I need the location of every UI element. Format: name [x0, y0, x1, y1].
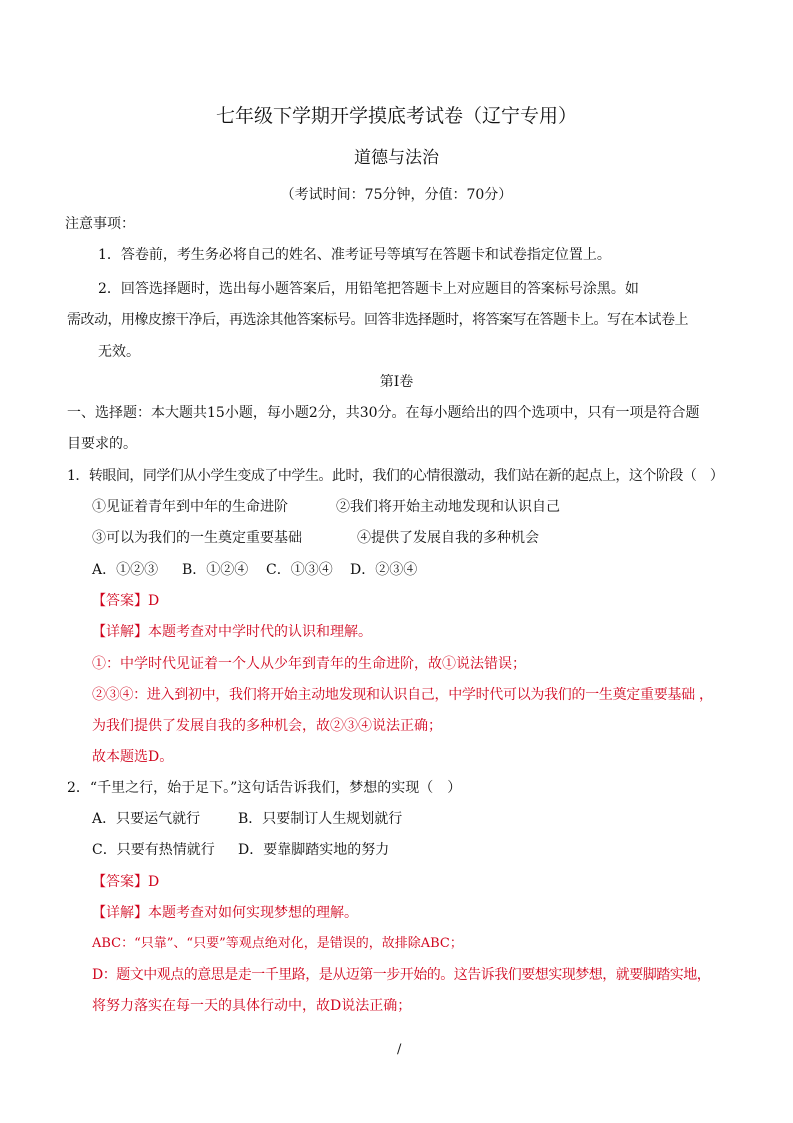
- section-instruction-line-1: 一、选择题：本大题共15小题，每小题2分，共30分。在每小题给出的四个选项中，只有一项是符合题: [67, 405, 700, 421]
- note-item-2-line-1: 2．回答选择题时，选出每小题答案后，用铅笔把答题卡上对应题目的答案标号涂黑。如: [98, 281, 639, 297]
- question-1-option-d: D．②③④: [350, 562, 418, 578]
- volume-heading: 第Ⅰ卷: [379, 374, 414, 390]
- question-1-statement-2: ②我们将开始主动地发现和认识自己: [336, 499, 560, 515]
- question-1-answer: 【答案】D: [92, 593, 160, 609]
- question-2-option-c: C．只要有热情就行: [92, 842, 215, 858]
- question-1-analysis-line-3: 为我们提供了发展自我的多种机会，故②③④说法正确；: [92, 718, 442, 734]
- note-item-2-line-3: 无效。: [98, 344, 140, 360]
- question-1-analysis-line-2: ②③④：进入到初中，我们将开始主动地发现和认识自己，中学时代可以为我们的一生奠定重要基础 ，: [92, 687, 713, 703]
- question-1-option-a: A．①②③: [92, 562, 159, 578]
- question-2-answer: 【答案】D: [92, 874, 160, 890]
- question-2-analysis: 【详解】本题考查对如何实现梦想的理解。: [92, 905, 358, 921]
- notes-heading: 注意事项：: [65, 216, 135, 232]
- question-1-option-b: B．①②④: [182, 562, 249, 578]
- question-2-stem: 2．“千里之行，始于足下。”这句话告诉我们，梦想的实现（ ）: [67, 780, 462, 796]
- question-1-conclusion: 故本题选D。: [92, 749, 174, 765]
- question-2-analysis-line-3: 将努力落实在每一天的具体行动中，故D说法正确；: [92, 998, 412, 1014]
- question-1-analysis: 【详解】本题考查对中学时代的认识和理解。: [92, 624, 372, 640]
- page-number: /: [397, 1042, 402, 1057]
- page-title: 七年级下学期开学摸底考试卷（辽宁专用）: [215, 105, 577, 127]
- exam-info: （考试时间：75分钟，分值：70分）: [280, 187, 513, 203]
- question-1-statement-3: ③可以为我们的一生奠定重要基础: [92, 530, 302, 546]
- note-item-2-line-2: 需改动，用橡皮擦干净后，再选涂其他答案标号。回答非选择题时，将答案写在答题卡上。写在本试卷上: [67, 312, 688, 328]
- question-1-analysis-line-1: ①：中学时代见证着一个人从少年到青年的生命进阶，故①说法错误；: [92, 656, 526, 672]
- subject-title: 道德与法治: [354, 148, 439, 168]
- question-2-option-b: B．只要制订人生规划就行: [238, 811, 403, 827]
- question-1-statement-4: ④提供了发展自我的多种机会: [357, 530, 539, 546]
- question-2-analysis-line-1: ABC：“只靠”、“只要”等观点绝对化，是错误的，故排除ABC；: [92, 936, 463, 951]
- section-instruction-line-2: 目要求的。: [67, 436, 137, 452]
- question-2-analysis-line-2: D：题文中观点的意思是走一千里路，是从迈第一步开始的。这告诉我们要想实现梦想，就要脚踏实地，: [92, 967, 711, 983]
- question-1-option-c: C．①③④: [266, 562, 333, 578]
- question-2-option-a: A．只要运气就行: [92, 811, 201, 827]
- note-item-1: 1．答卷前，考生务必将自己的姓名、准考证号等填写在答题卡和试卷指定位置上。: [98, 247, 611, 263]
- question-1-statement-1: ①见证着青年到中年的生命进阶: [92, 499, 288, 515]
- question-2-option-d: D．要靠脚踏实地的努力: [238, 842, 390, 858]
- question-1-stem: 1．转眼间，同学们从小学生变成了中学生。此时，我们的心情很激动，我们站在新的起点上，这个阶段（ ）: [67, 468, 724, 484]
